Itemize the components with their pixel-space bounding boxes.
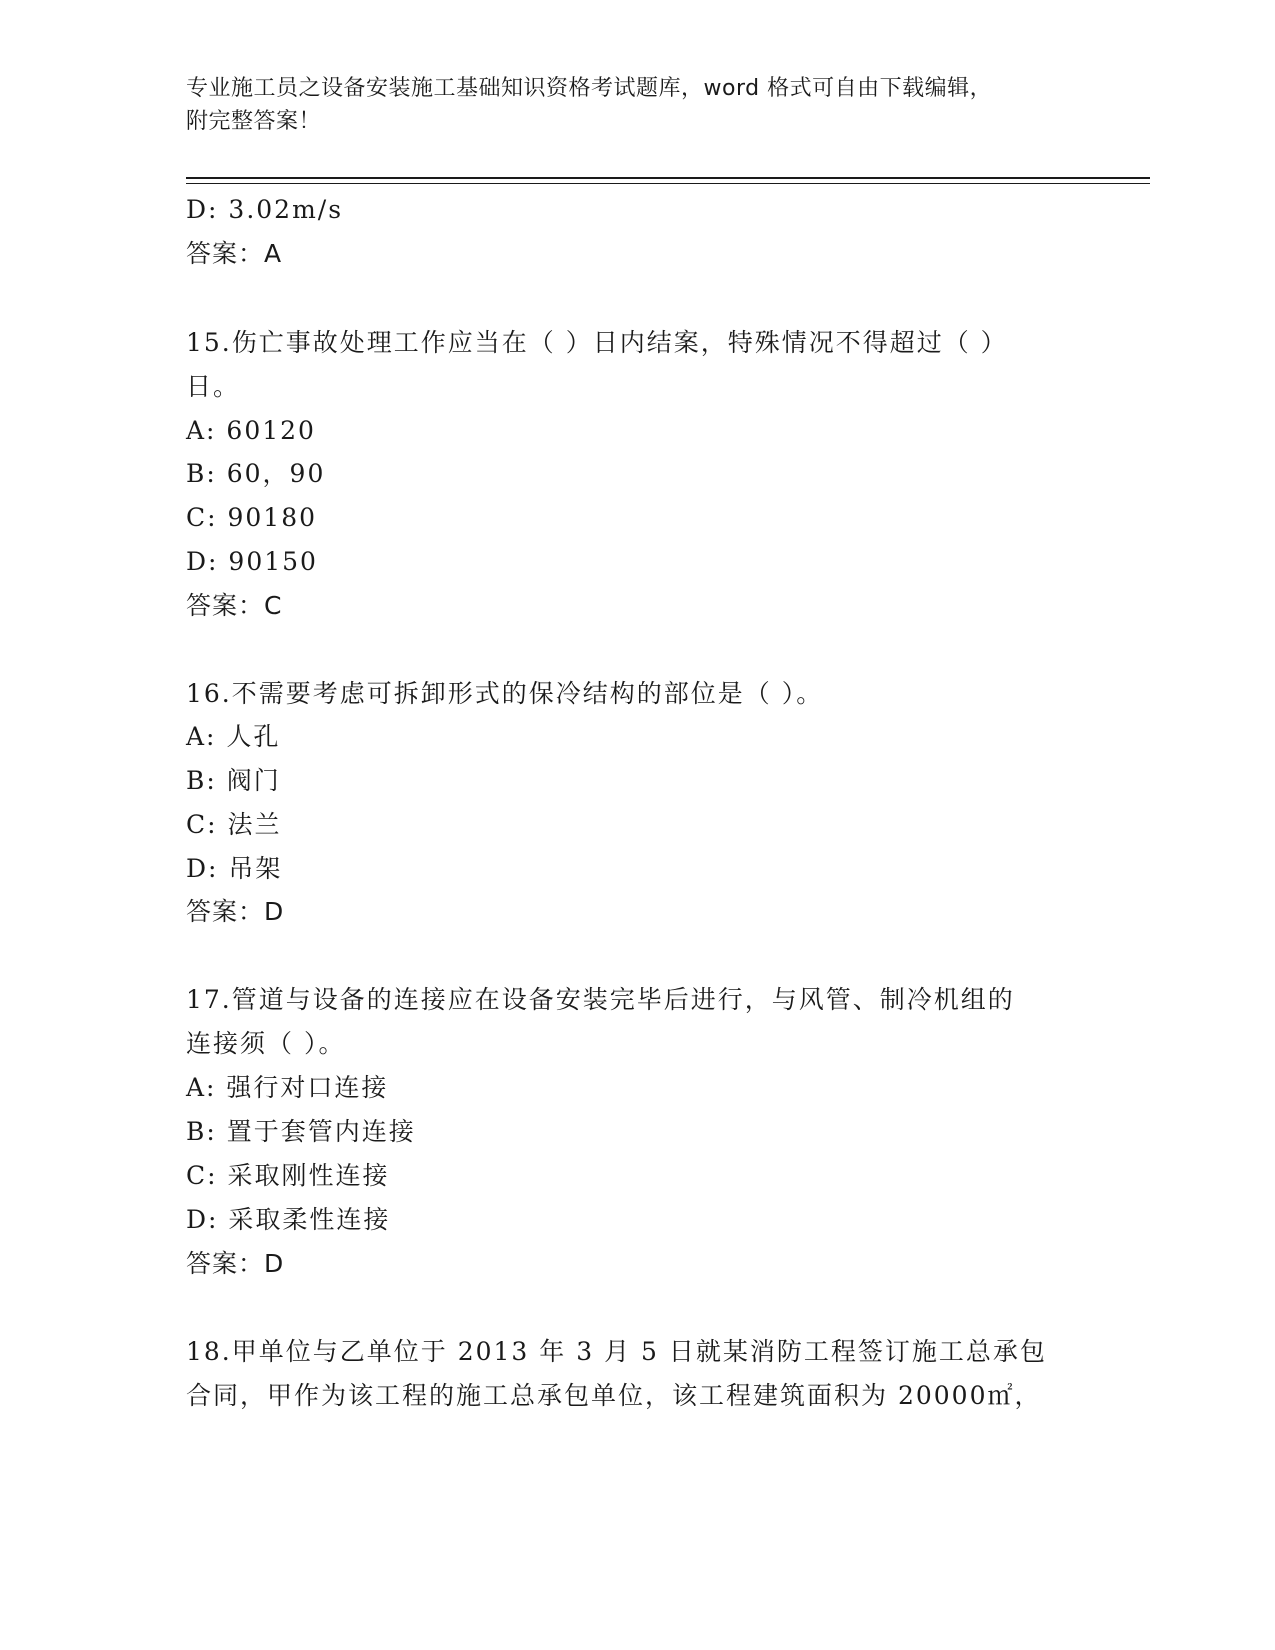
document-header: [186, 72, 1086, 138]
q15-option-d: D: 90150: [186, 547, 318, 576]
header-divider-thin: [186, 183, 1150, 184]
q16-stem-line-1: 16.不需要考虑可拆卸形式的保冷结构的部位是（ ）。: [186, 679, 824, 708]
q17-stem-line-1: 17.管道与设备的连接应在设备安装完毕后进行，与风管、制冷机组的: [186, 985, 1015, 1014]
q15-stem-line-2: 日。: [186, 372, 241, 401]
header-line-1: 专业施工员之设备安装施工基础知识资格考试题库，word 格式可自由下载编辑，: [186, 76, 993, 101]
q14-answer: 答案：A: [186, 239, 283, 268]
q17-option-a: A: 强行对口连接: [186, 1073, 389, 1102]
q16-option-d: D: 吊架: [186, 854, 283, 883]
q18-stem-line-2: 合同，甲作为该工程的施工总承包单位，该工程建筑面积为 20000㎡，: [186, 1381, 1042, 1410]
header-line-2: 附完整答案！: [186, 109, 322, 134]
q15-option-c: C: 90180: [186, 503, 318, 532]
q15-option-a: A: 60120: [186, 416, 316, 445]
q16-option-c: C: 法兰: [186, 810, 282, 839]
q15-option-b: B: 60，90: [186, 459, 326, 488]
q15-stem-line-1: 15.伤亡事故处理工作应当在（ ）日内结案，特殊情况不得超过（ ）: [186, 328, 1008, 357]
q18-stem-line-1: 18.甲单位与乙单位于 2013 年 3 月 5 日就某消防工程签订施工总承包: [186, 1337, 1047, 1366]
q16-option-a: A: 人孔: [186, 722, 281, 751]
q16-answer: 答案：D: [186, 897, 285, 926]
q17-option-c: C: 采取刚性连接: [186, 1161, 390, 1190]
q17-answer: 答案：D: [186, 1249, 285, 1278]
q14-option-d: D: 3.02m/s: [186, 195, 344, 224]
q17-stem-line-2: 连接须（ ）。: [186, 1029, 346, 1058]
q17-option-b: B: 置于套管内连接: [186, 1117, 416, 1146]
header-divider-thick: [186, 177, 1150, 179]
q17-option-d: D: 采取柔性连接: [186, 1205, 391, 1234]
q16-option-b: B: 阀门: [186, 766, 281, 795]
q15-answer: 答案：C: [186, 591, 283, 620]
